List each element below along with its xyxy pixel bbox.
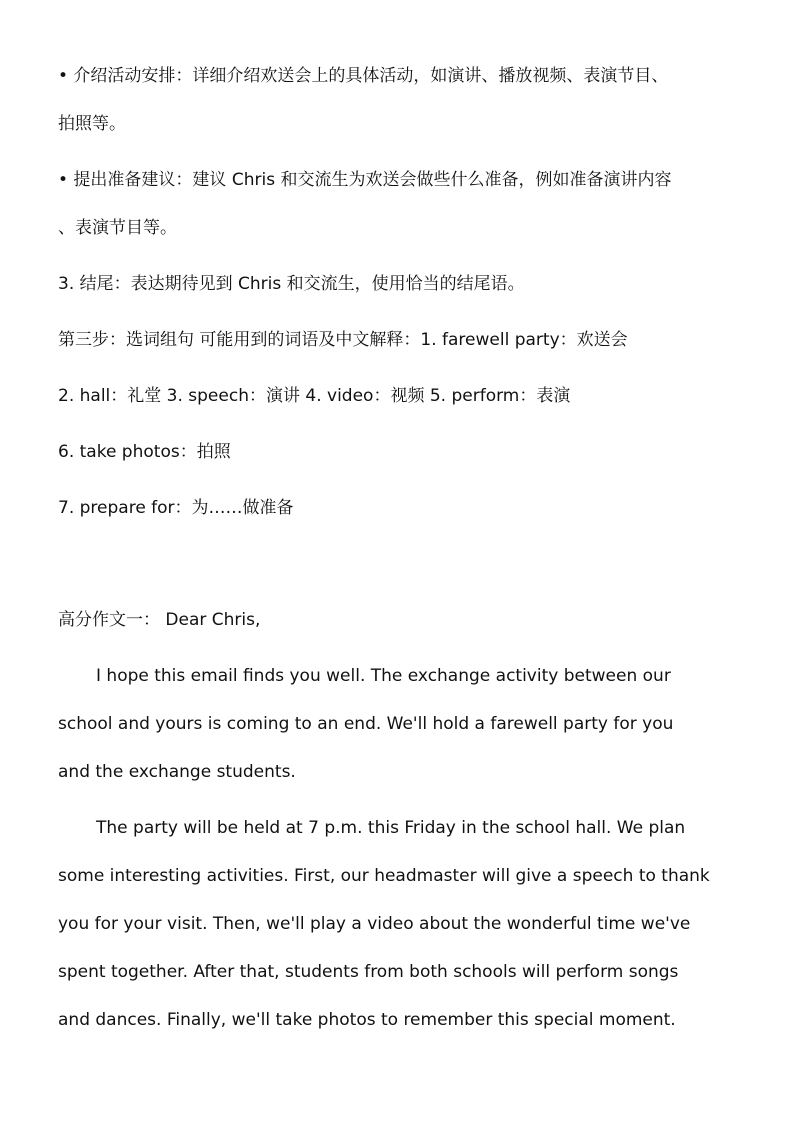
vocabulary-line-1: 2. hall：礼堂 3. speech：演讲 4. video：视频 5. perform：表演 [58, 386, 571, 406]
ending-instruction: 3. 结尾：表达期待见到 Chris 和交流生，使用恰当的结尾语。 [58, 274, 525, 294]
essay-paragraph-1-line-3: and the exchange students. [58, 762, 296, 782]
essay-heading: 高分作文一： Dear Chris, [58, 610, 261, 630]
vocabulary-line-2: 6. take photos：拍照 [58, 442, 231, 462]
essay-paragraph-2-line-2: some interesting activities. First, our headmaster will give a speech to thank [58, 866, 710, 886]
vocabulary-line-3: 7. prepare for：为……做准备 [58, 498, 294, 518]
essay-paragraph-2-line-1: The party will be held at 7 p.m. this Friday in the school hall. We plan [96, 818, 686, 838]
step-three-heading: 第三步：选词组句 可能用到的词语及中文解释：1. farewell party：欢送会 [58, 330, 628, 350]
essay-paragraph-1-line-2: school and yours is coming to an end. We'll hold a farewell party for you [58, 714, 674, 734]
essay-paragraph-1-line-1: I hope this email finds you well. The exchange activity between our [96, 666, 671, 686]
bullet-suggestions-line-1: • 提出准备建议：建议 Chris 和交流生为欢送会做些什么准备，例如准备演讲内容 [58, 170, 672, 190]
essay-paragraph-2-line-3: you for your visit. Then, we'll play a video about the wonderful time we've [58, 914, 691, 934]
bullet-suggestions-line-2: 、表演节目等。 [58, 218, 177, 238]
bullet-activities-line-2: 拍照等。 [58, 114, 126, 134]
essay-paragraph-2-line-4: spent together. After that, students from both schools will perform songs [58, 962, 679, 982]
essay-paragraph-2-line-5: and dances. Finally, we'll take photos to remember this special moment. [58, 1010, 676, 1030]
bullet-activities-line-1: • 介绍活动安排：详细介绍欢送会上的具体活动，如演讲、播放视频、表演节目、 [58, 66, 669, 86]
